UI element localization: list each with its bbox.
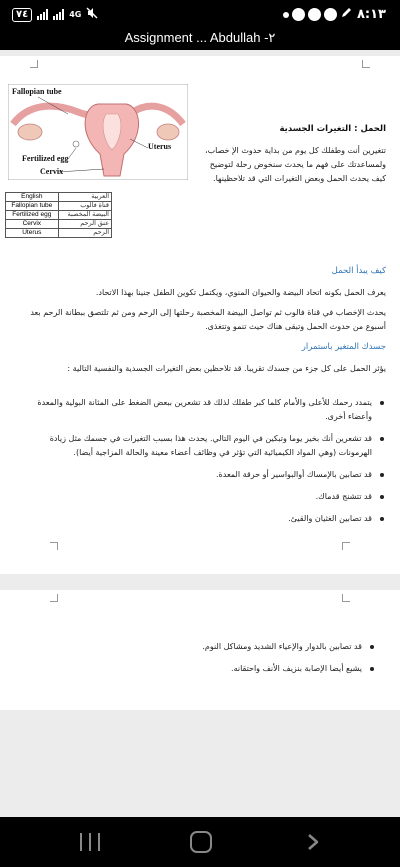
glossary-ar: العربية [58, 193, 111, 202]
glossary-en: Fertilized egg [6, 211, 59, 220]
intro-paragraph: تتغيرين أنت وطفلك كل يوم من بداية حدوث الإ خصاب، ولمساعدتك على فهم ما يحدث سنخوض رحلة لتوضيح كيف يحدث الحمل وبعض التغيرات التي قد تلاحظينها. [205, 146, 386, 183]
signal-icon-2 [53, 9, 64, 20]
list-item: قد تصابين بالدوار والإعياء الشديد ومشاكل النوم. [26, 640, 376, 654]
list-item: قد تتشنج قدماك. [26, 490, 386, 504]
glossary-ar: البيضة المخصبة [58, 211, 111, 220]
notification-icons [283, 7, 352, 22]
page-corner-mark [342, 542, 350, 550]
whatsapp-icon-2 [324, 8, 337, 21]
signal-icon [37, 9, 48, 20]
section-heading-how: كيف يبدأ الحمل [331, 266, 386, 276]
table-row [6, 202, 112, 211]
status-left [12, 7, 98, 22]
label-cervix: Cervix [40, 167, 64, 176]
list-item: يشيع أيضا الإصابة بنزيف الأنف واحتقانه. [26, 662, 376, 676]
page-corner-mark [342, 594, 350, 602]
how-paragraph-2: يحدث الإخصاب في قناة فالوب ثم تواصل البيضة المخصبة رحلتها إلى الرحم ومن ثم تلتصق ببطانة الرحم بعد أسبوع من حدوث الحمل وتبقى هناك حيث تنمو وتتغذى. [30, 308, 386, 331]
system-nav-bar [0, 817, 400, 867]
intro-heading: الحمل : التغيرات الجسدية [279, 124, 386, 134]
uterus-illustration [8, 84, 188, 180]
glossary-en: English [6, 193, 59, 202]
list-item: قد تصابين بالإمساك أوالبواسير أو حرقة المعدة. [26, 468, 386, 482]
body-intro-paragraph: يؤثر الحمل على كل جزء من جسدك تقريبا. قد تلاحظين بعض التغيرات الجسدية والنفسية التالية : [67, 364, 386, 373]
recents-button[interactable] [80, 833, 100, 851]
table-row [6, 211, 112, 220]
battery-icon: ٧٤ [12, 8, 32, 22]
whatsapp-icon [308, 8, 321, 21]
table-row [6, 229, 112, 238]
section-heading-body: جسدك المتغير باستمرار [301, 342, 386, 352]
page-corner-mark [50, 542, 58, 550]
status-bar [0, 0, 400, 30]
table-row [6, 193, 112, 202]
table-row [6, 220, 112, 229]
document-title: Assignment ... Abdullah -٢ [0, 30, 400, 50]
back-button[interactable] [306, 833, 320, 851]
list-item: قد تصابين الغثيان والقيئ. [26, 512, 386, 526]
glossary-table [5, 192, 112, 238]
glossary-ar: قناة فالوب [58, 202, 111, 211]
page-corner-mark [50, 594, 58, 602]
glossary-en: Fallopian tube [6, 202, 59, 211]
network-type: 4G [69, 9, 82, 19]
dot-icon [283, 12, 289, 18]
symptoms-list-2 [26, 640, 376, 684]
home-button[interactable] [190, 831, 212, 853]
pen-icon [340, 7, 352, 22]
clock: ٨:١٣ [356, 7, 386, 22]
list-item: يتمدد رحمك للأعلى والأمام كلما كبر طفلك لذلك قد تشعرين ببعض الضغط على المثانة البولية والمعدة وأعضاء أخرى. [26, 396, 386, 424]
status-right [283, 7, 386, 22]
glossary-en: Cervix [6, 220, 59, 229]
reproductive-diagram [8, 84, 188, 180]
page-corner-mark [362, 60, 370, 68]
symptoms-list-1 [26, 396, 386, 534]
label-fallopian-tube: Fallopian tube [12, 87, 62, 96]
page-corner-mark [30, 60, 38, 68]
glossary-ar: الرحم [58, 229, 111, 238]
label-fertilized-egg: Fertilized egg [22, 154, 69, 163]
facebook-icon [292, 8, 305, 21]
glossary-en: Uterus [6, 229, 59, 238]
label-uterus: Uterus [148, 142, 172, 151]
glossary-ar: عنق الرحم [58, 220, 111, 229]
document-page-2[interactable] [0, 590, 400, 710]
document-page-1[interactable] [0, 56, 400, 574]
list-item: قد تشعرين أنك بخير يوما وتبكين في اليوم التالي. يحدث هذا بسبب التغيرات في جسمك مثل زيادة الهرمونات (وهي المواد الكيميائية التي تؤثر في وظائف أعضاء معينة والحالة المزاجية أيضا). [26, 432, 386, 460]
how-paragraph-1: يعرف الحمل بكونه اتحاد البيضة والحيوان المنوي، ويكتمل تكوين الطفل جنينا بهذا الاتحاد. [95, 288, 386, 297]
mute-icon [86, 7, 98, 22]
